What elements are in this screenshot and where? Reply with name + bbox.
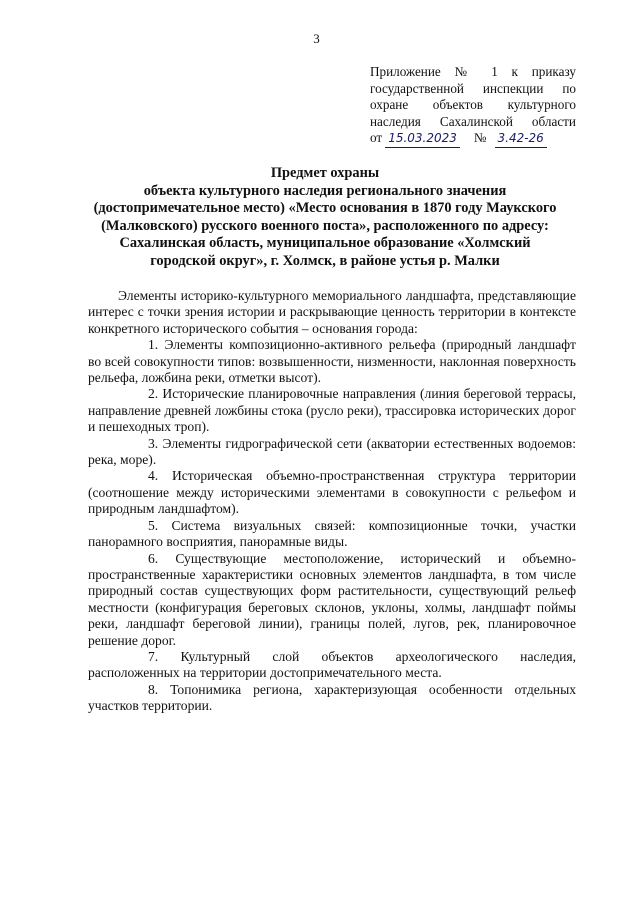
list-item-number: 5. — [148, 517, 159, 533]
list-item — [88, 682, 576, 715]
list-item-number: 1. — [148, 337, 159, 353]
list-item — [88, 468, 576, 517]
list-item — [88, 649, 576, 682]
list-item-text: Исторические планировочные направления (линия береговой террасы, направление древней ложбины стока (русло реки), трассировка исторических дорог и пешеходных троп). — [88, 386, 576, 435]
title-line-5: Сахалинская область, муниципальное образование «Холмский — [119, 235, 531, 252]
list-item-number: 2. — [148, 386, 159, 402]
number-sign: № — [473, 130, 487, 146]
title-line-4: (Малковского) русского военного поста», расположенного по адресу: — [101, 217, 549, 234]
annex-header — [370, 64, 576, 148]
list-item-number: 6. — [148, 550, 159, 566]
title-line-2: объекта культурного наследия регионального значения — [143, 182, 507, 199]
title-line-3: (достопримечательное место) «Место основания в 1870 году Маукского — [93, 200, 557, 217]
annex-line-3: охране объектов культурного — [370, 97, 576, 113]
list-item — [88, 518, 576, 551]
title-line-1: Предмет охраны — [270, 165, 380, 181]
intro-paragraph: Элементы историко-культурного мемориального ландшафта, представляющие интерес с точки зрения истории и раскрывающие ценность территории в контексте конкретного исторического события – основания города: — [88, 288, 576, 336]
list-item-text: Топонимика региона, характеризующая особенности отдельных участков территории. — [88, 681, 576, 714]
list-item-number: 7. — [148, 648, 159, 664]
annex-line-2: государственной инспекции по — [370, 80, 576, 96]
list-item-text: Элементы композиционно-активного рельефа (природный ландшафт во всей совокупности типов: возвышенности, низменности, наклонная поверхность рельефа, ложбина реки, отметки высот). — [88, 337, 576, 386]
list-item-text: Культурный слой объектов археологического наследия, расположенных на территории достопримечательного места. — [88, 648, 576, 681]
list-item-number: 3. — [148, 435, 159, 451]
order-date-handwritten: 15.03.2023 — [385, 130, 460, 148]
title-line-6: городской округ», г. Холмск, в районе устья р. Малки — [150, 252, 500, 269]
document-body — [88, 288, 576, 715]
list-item-text: Существующие местоположение, исторический и объемно-пространственные характеристики основных элементов ландшафта, в том числе природный состав существующих форм растительности, существующий рельеф местности (конфигурация береговых склонов, уклоны, холмы, ландшафт поймы реки, ландшафт береговой линии), границы полей, лугов, рек, планировочное решение дорог. — [88, 550, 576, 648]
annex-order-line — [370, 130, 576, 148]
list-item-number: 4. — [148, 468, 159, 484]
page-number: 3 — [313, 31, 320, 46]
order-number-handwritten: 3.42-26 — [495, 130, 547, 148]
annex-line-4: наследия Сахалинской области — [370, 113, 576, 129]
annex-line-1: Приложение № 1 к приказу — [370, 64, 576, 79]
list-item-text: Историческая объемно-пространственная структура территории (соотношение между историческими элементами в совокупности с рельефом и природным ландшафтом). — [88, 468, 576, 517]
document-title — [60, 165, 590, 271]
list-item — [88, 386, 576, 435]
list-item-text: Система визуальных связей: композиционные точки, участки панорамного восприятия, панорамные виды. — [88, 517, 576, 550]
list-item — [88, 551, 576, 649]
annex-from-label: от — [370, 130, 383, 146]
list-item-text: Элементы гидрографической сети (акватории естественных водоемов: река, море). — [88, 435, 577, 468]
list-item-number: 8. — [148, 681, 159, 697]
list-item — [88, 436, 576, 469]
list-item — [88, 337, 576, 386]
